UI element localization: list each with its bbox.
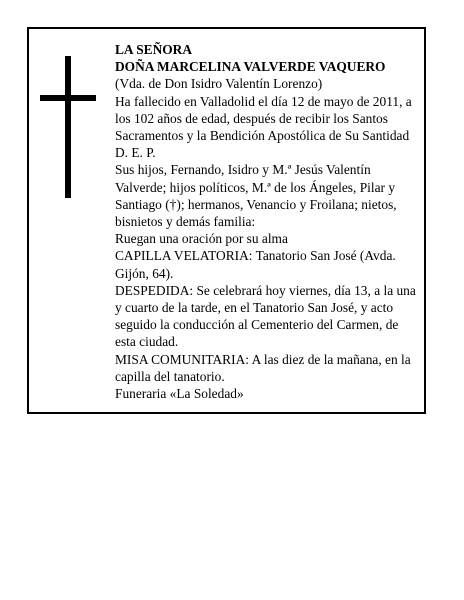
notice-body [115,41,420,402]
funeral-home: Funeraria «La Soledad» [115,386,244,402]
deceased-name: DOÑA MARCELINA VALVERDE VAQUERO [115,59,386,75]
cross-vertical-bar [65,56,71,198]
rest-in-peace-line: D. E. P. [115,145,156,161]
obituary-notice [27,27,426,414]
farewell-info: DESPEDIDA: Se celebrará hoy viernes, día 13, a la una y cuarto de la tarde, en el Tanatorio San José, y acto seguido la conducción al Cementerio del Carmen, de esta ciudad. [115,282,416,350]
prayer-request: Ruegan una oración por su alma [115,231,288,247]
cross-icon [40,56,96,198]
notice-title: LA SEÑORA [115,42,193,57]
mass-info: MISA COMUNITARIA: A las diez de la mañana, en la capilla del tanatorio. [115,351,411,384]
death-announcement: Ha fallecido en Valladolid el día 12 de mayo de 2011, a los 102 años de edad, después de recibir los Santos Sacramentos y la Bendición Apostólica de Su Santidad [115,93,412,144]
widow-of-line: (Vda. de Don Isidro Valentín Lorenzo) [115,76,323,92]
family-list: Sus hijos, Fernando, Isidro y M.ª Jesús Valentín Valverde; hijos políticos, M.ª de los Ángeles, Pilar y Santiago (†); hermanos, Venancio y Froilana; nietos, bisnietos y demás familia: [115,162,397,230]
chapel-info: CAPILLA VELATORIA: Tanatorio San José (Avda. Gijón, 64). [115,248,396,281]
cross-horizontal-bar [40,95,96,101]
